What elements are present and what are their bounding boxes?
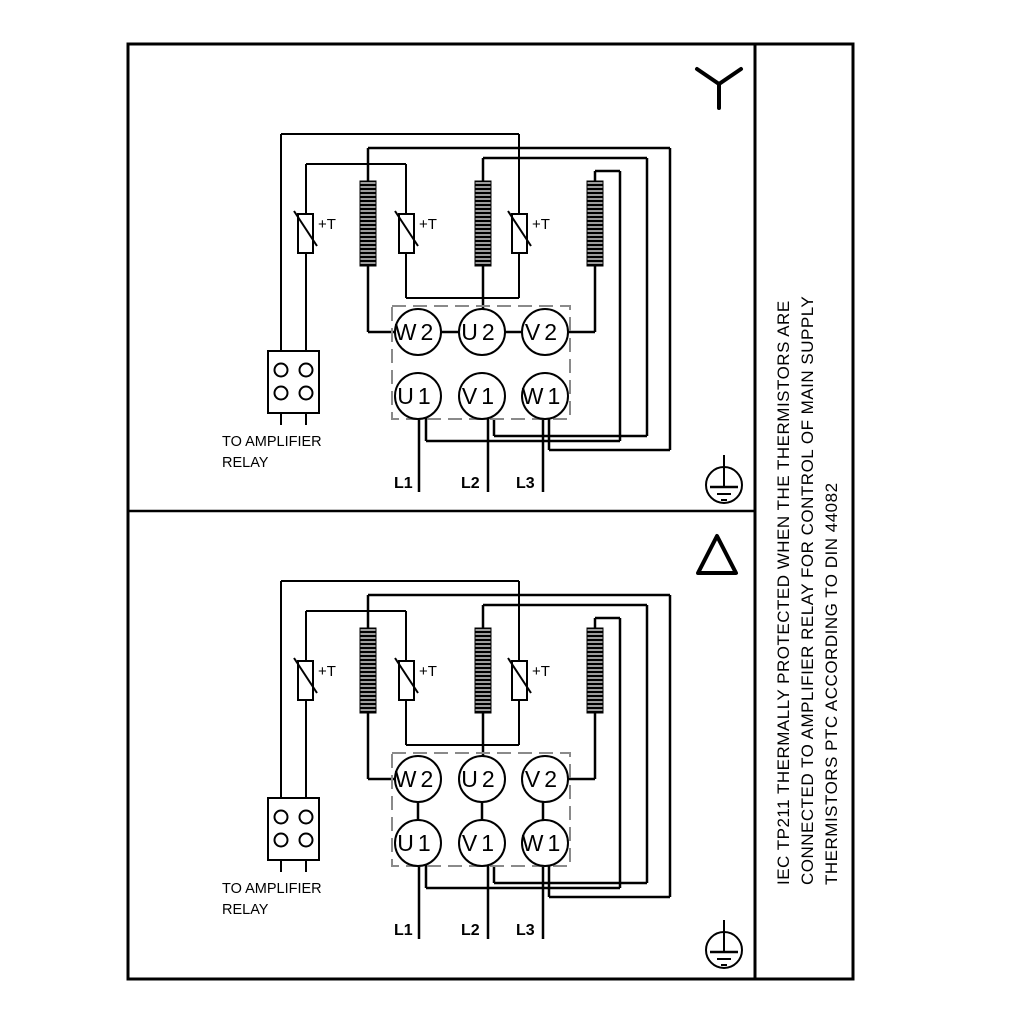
thermistor-symbol-3 — [508, 211, 550, 253]
supply-label-L3: L3 — [516, 922, 535, 939]
terminal-V1: V1 — [461, 830, 499, 856]
terminal-block — [395, 309, 568, 419]
side-note-line-2: CONNECTED TO AMPLIFIER RELAY FOR CONTROL OF MAIN SUPPLY — [798, 295, 817, 885]
supply-label-L2: L2 — [461, 475, 480, 492]
relay-terminal — [300, 387, 313, 400]
winding-coil-1 — [360, 181, 376, 266]
terminal-V2: V2 — [524, 766, 562, 792]
thermistor-label: +T — [318, 663, 336, 680]
relay-terminal — [275, 364, 288, 377]
relay-caption-line2: RELAY — [222, 902, 269, 918]
relay-connector — [268, 351, 319, 413]
thermistor-symbol-1 — [294, 211, 336, 253]
relay-terminal — [300, 811, 313, 824]
terminal-U1: U1 — [397, 830, 435, 856]
earth-ground-icon — [706, 920, 742, 968]
wye-icon — [697, 69, 741, 108]
terminal-W1: W1 — [521, 383, 565, 409]
relay-terminal — [275, 811, 288, 824]
supply-label-L1: L1 — [394, 922, 413, 939]
relay-caption-line1: TO AMPLIFIER — [222, 434, 322, 450]
supply-label-L2: L2 — [461, 922, 480, 939]
side-note-line-3: THERMISTORS PTC ACCORDING TO DIN 44082 — [822, 482, 841, 885]
thermistor-symbol-2 — [395, 211, 437, 253]
thermistor-symbol-3 — [508, 658, 550, 700]
supply-label-L3: L3 — [516, 475, 535, 492]
terminal-W2: W2 — [394, 319, 438, 345]
terminal-V1: V1 — [461, 383, 499, 409]
relay-terminal — [275, 834, 288, 847]
side-note-line-1: IEC TP211 THERMALLY PROTECTED WHEN THE THERMISTORS ARE — [774, 300, 793, 885]
terminal-V2: V2 — [524, 319, 562, 345]
relay-caption-line2: RELAY — [222, 455, 269, 471]
winding-coil-2 — [475, 628, 491, 713]
panel-delta — [222, 536, 742, 968]
thermistor-label: +T — [532, 216, 550, 233]
winding-coil-3 — [587, 628, 603, 713]
supply-label-L1: L1 — [394, 475, 413, 492]
terminal-U2: U2 — [461, 319, 499, 345]
relay-connector — [268, 798, 319, 860]
terminal-U2: U2 — [461, 766, 499, 792]
thermistor-label: +T — [318, 216, 336, 233]
terminal-W2: W2 — [394, 766, 438, 792]
thermistor-label: +T — [419, 216, 437, 233]
winding-coil-3 — [587, 181, 603, 266]
relay-terminal — [275, 387, 288, 400]
relay-terminal — [300, 364, 313, 377]
panel-star — [222, 69, 742, 503]
delta-icon — [698, 536, 736, 573]
relay-caption-line1: TO AMPLIFIER — [222, 881, 322, 897]
side-note — [774, 296, 841, 885]
thermistor-label: +T — [532, 663, 550, 680]
relay-terminal — [300, 834, 313, 847]
delta-bridge-links — [418, 802, 543, 820]
thermistor-symbol-1 — [294, 658, 336, 700]
terminal-U1: U1 — [397, 383, 435, 409]
winding-coil-1 — [360, 628, 376, 713]
thermistor-symbol-2 — [395, 658, 437, 700]
winding-coil-2 — [475, 181, 491, 266]
earth-ground-icon — [706, 455, 742, 503]
thermistor-label: +T — [419, 663, 437, 680]
terminal-W1: W1 — [521, 830, 565, 856]
